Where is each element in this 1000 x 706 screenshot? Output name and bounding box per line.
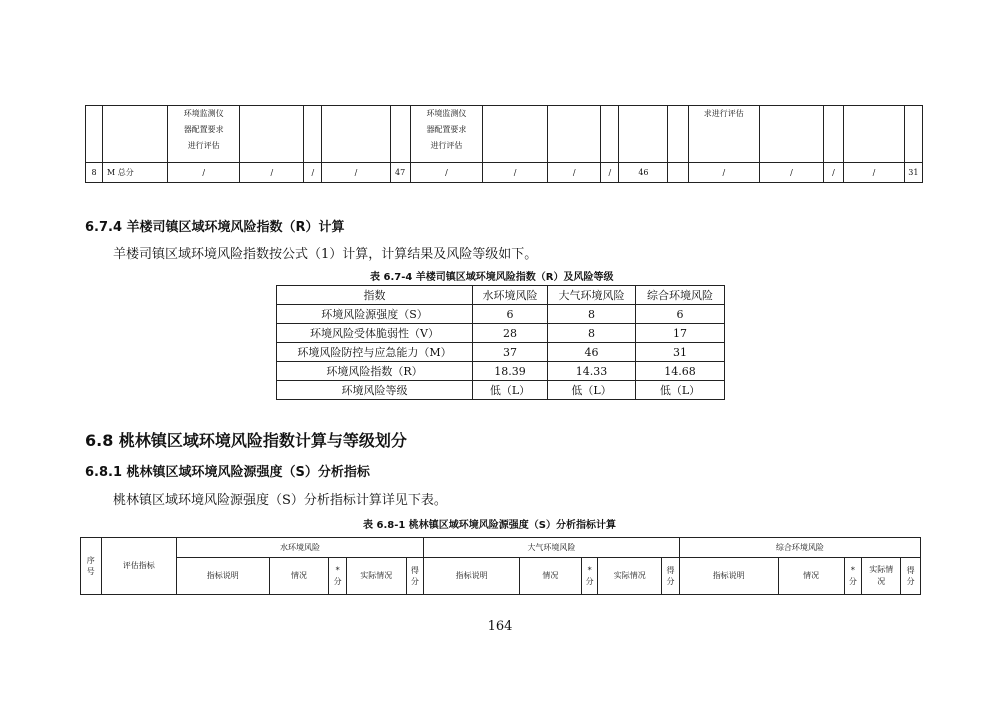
subheader-cell: *分 bbox=[844, 558, 862, 595]
table-row bbox=[277, 324, 725, 343]
cell: 31 bbox=[636, 343, 725, 362]
water-score: 47 bbox=[390, 163, 410, 183]
subheader-cell: 指标说明 bbox=[679, 558, 778, 595]
header-cell: 水环境风险 bbox=[473, 286, 548, 305]
subheader-cell: 指标说明 bbox=[424, 558, 520, 595]
table-row bbox=[277, 362, 725, 381]
cell: 46 bbox=[548, 343, 636, 362]
cell: 8 bbox=[548, 324, 636, 343]
section-heading-681: 6.8.1 桃林镇区域环境风险源强度（S）分析指标 bbox=[85, 465, 370, 480]
air-score: 46 bbox=[619, 163, 668, 183]
subheader-cell: 实际情况 bbox=[346, 558, 406, 595]
water-indicator-desc: 环境监测仪器配置要求进行评估 bbox=[167, 106, 239, 163]
subheader-cell: 情况 bbox=[778, 558, 844, 595]
continuation-row bbox=[86, 106, 923, 163]
table-caption-674: 表 6.7-4 羊楼司镇区域环境风险指数（R）及风险等级 bbox=[370, 272, 614, 283]
air-indicator-desc: 环境监测仪器配置要求进行评估 bbox=[410, 106, 482, 163]
cell: 18.39 bbox=[473, 362, 548, 381]
row-index: 8 bbox=[86, 163, 103, 183]
cell: / bbox=[759, 163, 823, 183]
cell: / bbox=[823, 163, 843, 183]
subheader-cell: 情况 bbox=[269, 558, 329, 595]
cell: / bbox=[322, 163, 390, 183]
table-row bbox=[277, 305, 725, 324]
cell: 低（L） bbox=[636, 381, 725, 400]
risk-index-table bbox=[276, 285, 725, 400]
page-number: 164 bbox=[487, 619, 513, 634]
continuation-table bbox=[85, 105, 923, 183]
paragraph-674: 羊楼司镇区域环境风险指数按公式（1）计算，计算结果及风险等级如下。 bbox=[113, 247, 538, 262]
cell: / bbox=[240, 163, 304, 183]
cell: 低（L） bbox=[548, 381, 636, 400]
seq-header: 序号 bbox=[81, 538, 102, 595]
cell: 17 bbox=[636, 324, 725, 343]
cell: 低（L） bbox=[473, 381, 548, 400]
subheader-cell: 实际情况 bbox=[862, 558, 901, 595]
table-subheader-row bbox=[81, 558, 921, 595]
header-cell: 综合环境风险 bbox=[636, 286, 725, 305]
cell: 37 bbox=[473, 343, 548, 362]
header-cell: 指数 bbox=[277, 286, 473, 305]
subheader-cell: 得分 bbox=[662, 558, 680, 595]
combined-indicator-desc: 求进行评估 bbox=[688, 106, 759, 163]
section-heading-674: 6.7.4 羊楼司镇区域环境风险指数（R）计算 bbox=[85, 220, 345, 235]
group-header-water: 水环境风险 bbox=[176, 538, 423, 558]
cell: 6 bbox=[636, 305, 725, 324]
cell: / bbox=[548, 163, 601, 183]
cell: / bbox=[167, 163, 239, 183]
subheader-cell: 得分 bbox=[901, 558, 921, 595]
cell: / bbox=[844, 163, 905, 183]
subheader-cell: 指标说明 bbox=[176, 558, 269, 595]
subheader-cell: 得分 bbox=[406, 558, 424, 595]
cell: / bbox=[601, 163, 619, 183]
table-row bbox=[277, 381, 725, 400]
section-heading-68: 6.8 桃林镇区域环境风险指数计算与等级划分 bbox=[85, 431, 407, 450]
cell: 环境风险指数（R） bbox=[277, 362, 473, 381]
paragraph-681: 桃林镇区域环境风险源强度（S）分析指标计算详见下表。 bbox=[113, 493, 447, 508]
subheader-cell: *分 bbox=[329, 558, 347, 595]
cell: 环境风险受体脆弱性（V） bbox=[277, 324, 473, 343]
table-header-row bbox=[277, 286, 725, 305]
cell: / bbox=[410, 163, 482, 183]
cell: 环境风险源强度（S） bbox=[277, 305, 473, 324]
subheader-cell: 实际情况 bbox=[598, 558, 662, 595]
cell: 28 bbox=[473, 324, 548, 343]
indicator-header: 评估指标 bbox=[101, 538, 176, 595]
combined-score: 31 bbox=[904, 163, 922, 183]
group-header-air: 大气环境风险 bbox=[424, 538, 680, 558]
cell: / bbox=[688, 163, 759, 183]
cell: 环境风险防控与应急能力（M） bbox=[277, 343, 473, 362]
table-header-row bbox=[81, 538, 921, 558]
group-header-combined: 综合环境风险 bbox=[679, 538, 920, 558]
subheader-cell: 情况 bbox=[520, 558, 582, 595]
cell: 环境风险等级 bbox=[277, 381, 473, 400]
cell: 14.33 bbox=[548, 362, 636, 381]
total-row bbox=[86, 163, 923, 183]
subheader-cell: *分 bbox=[581, 558, 597, 595]
cell: 8 bbox=[548, 305, 636, 324]
source-intensity-table bbox=[80, 537, 921, 595]
row-label: M 总分 bbox=[103, 163, 168, 183]
cell: / bbox=[304, 163, 322, 183]
cell: 14.68 bbox=[636, 362, 725, 381]
cell: 6 bbox=[473, 305, 548, 324]
header-cell: 大气环境风险 bbox=[548, 286, 636, 305]
table-caption-681: 表 6.8-1 桃林镇区域环境风险源强度（S）分析指标计算 bbox=[363, 520, 616, 531]
table-row bbox=[277, 343, 725, 362]
cell: / bbox=[483, 163, 548, 183]
